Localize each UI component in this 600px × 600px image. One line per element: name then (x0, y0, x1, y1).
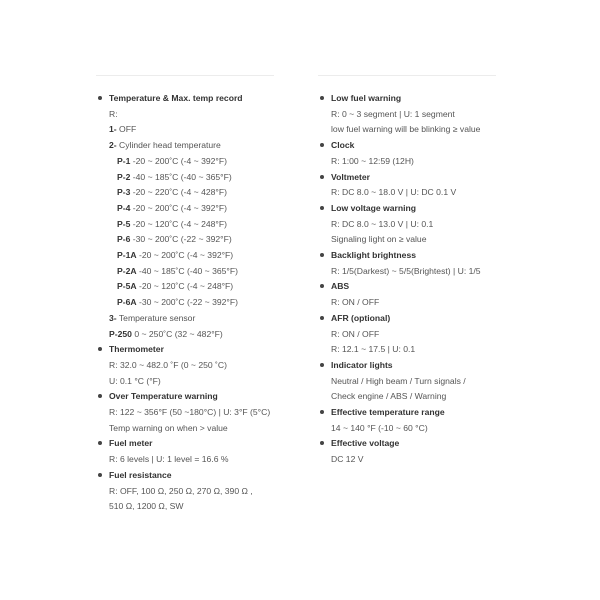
bullet-icon (320, 96, 324, 100)
bullet-icon (320, 175, 324, 179)
spec-detail: 14 ~ 140 °F (-10 ~ 60 °C) (331, 422, 428, 433)
option-temp-sensor (109, 311, 306, 327)
bullet-icon (320, 441, 324, 445)
sensor-range: -20 ~ 120˚C (-4 ~ 248°F) (136, 281, 234, 292)
spec-title: Low fuel warning (331, 93, 402, 103)
bullet-icon (320, 316, 324, 320)
spec-afr (318, 311, 518, 358)
spec-title: Temperature & Max. temp record (109, 93, 243, 103)
left-divider (96, 75, 274, 76)
spec-over-temperature (96, 389, 306, 436)
bullet-icon (320, 206, 324, 210)
sensor-code: P-250 (109, 328, 132, 339)
bullet-icon (98, 394, 102, 398)
sensor-code: P-2A (117, 265, 137, 276)
spec-detail: R: OFF, 100 Ω, 250 Ω, 270 Ω, 390 Ω , (109, 485, 253, 496)
sensor-code: P-1A (117, 250, 137, 261)
option-number: 3- (109, 312, 117, 323)
sensor-row-p250 (109, 327, 306, 343)
spec-effective-voltage (318, 436, 518, 467)
spec-title: Thermometer (109, 344, 164, 355)
sensor-code: P-1 (117, 155, 131, 166)
sensor-code: P-6A (117, 297, 137, 308)
sensor-row (109, 279, 306, 295)
sensor-row (109, 217, 306, 233)
spec-title: ABS (331, 281, 350, 292)
spec-detail: R: 122 ~ 356°F (50 ~180°C) | U: 3°F (5°C) (109, 407, 271, 418)
spec-title: Indicator lights (331, 359, 393, 370)
spec-detail: R: DC 8.0 ~ 18.0 V | U: DC 0.1 V (331, 187, 457, 198)
bullet-icon (98, 473, 102, 477)
spec-title: Effective voltage (331, 438, 400, 449)
sensor-range: -40 ~ 185˚C (-40 ~ 365°F) (136, 265, 238, 276)
sensor-row (109, 170, 306, 186)
option-number: 1- (109, 124, 117, 135)
option-text: Temperature sensor (116, 312, 196, 323)
option-text: OFF (116, 124, 137, 135)
sensor-code: P-2 (117, 171, 131, 182)
spec-clock (318, 138, 518, 169)
spec-detail: low fuel warning will be blinking ≥ value (331, 124, 481, 135)
spec-abs (318, 279, 518, 310)
spec-detail: R: 0 ~ 3 segment | U: 1 segment (331, 108, 455, 119)
spec-title: Low voltage warning (331, 202, 416, 213)
spec-low-fuel-warning (318, 91, 518, 138)
left-spec-column (96, 91, 306, 515)
spec-voltmeter (318, 170, 518, 201)
sensor-row (109, 201, 306, 217)
spec-detail: Check engine / ABS / Warning (331, 391, 447, 402)
option-number: 2- (109, 140, 117, 151)
spec-fuel-resistance (96, 468, 306, 515)
spec-detail: Neutral / High beam / Turn signals / (331, 375, 466, 386)
spec-title: Fuel meter (109, 438, 153, 449)
sensor-code: P-3 (117, 187, 131, 198)
spec-temperature-record (96, 91, 306, 342)
spec-detail: Signaling light on ≥ value (331, 234, 427, 245)
spec-title: Fuel resistance (109, 469, 172, 480)
spec-range-label: R: (109, 108, 118, 119)
bullet-icon (320, 253, 324, 257)
spec-effective-temperature (318, 405, 518, 436)
sensor-row (109, 264, 306, 280)
spec-detail: R: ON / OFF (331, 297, 380, 308)
spec-detail: R: DC 8.0 ~ 13.0 V | U: 0.1 (331, 218, 434, 229)
right-spec-column (318, 91, 518, 468)
spec-low-voltage-warning (318, 201, 518, 248)
spec-detail: 510 Ω, 1200 Ω, SW (109, 501, 184, 512)
spec-backlight-brightness (318, 248, 518, 279)
sensor-row (109, 185, 306, 201)
sensor-code: P-4 (117, 202, 131, 213)
sensor-code: P-5A (117, 281, 137, 292)
sensor-row (109, 295, 306, 311)
bullet-icon (320, 143, 324, 147)
bullet-icon (98, 96, 102, 100)
spec-detail: R: 6 levels | U: 1 level = 16.6 % (109, 454, 229, 465)
spec-detail: DC 12 V (331, 454, 364, 465)
spec-detail: Temp warning on when > value (109, 422, 228, 433)
spec-title: Clock (331, 140, 355, 151)
sensor-range: -30 ~ 200˚C (-22 ~ 392°F) (136, 297, 238, 308)
sensor-range: -20 ~ 200˚C (-4 ~ 392°F) (130, 202, 227, 213)
sensor-range: -20 ~ 200˚C (-4 ~ 392°F) (136, 250, 234, 261)
spec-thermometer (96, 342, 306, 389)
sensor-range: -30 ~ 200˚C (-22 ~ 392°F) (130, 234, 232, 245)
sensor-range: -40 ~ 185˚C (-40 ~ 365°F) (130, 171, 232, 182)
spec-title: Voltmeter (331, 171, 370, 182)
option-text: Cylinder head temperature (116, 140, 221, 151)
sensor-range: -20 ~ 120˚C (-4 ~ 248°F) (130, 218, 227, 229)
sensor-row (109, 154, 306, 170)
spec-title: Effective temperature range (331, 407, 445, 418)
bullet-icon (320, 410, 324, 414)
spec-detail: R: 1:00 ~ 12:59 (12H) (331, 155, 414, 166)
right-divider (318, 75, 496, 76)
sensor-range: 0 ~ 250˚C (32 ~ 482°F) (131, 328, 223, 339)
option-off (109, 122, 306, 138)
spec-fuel-meter (96, 436, 306, 467)
spec-indicator-lights (318, 358, 518, 405)
spec-title: Backlight brightness (331, 250, 416, 261)
spec-title: AFR (optional) (331, 312, 391, 323)
spec-title: Over Temperature warning (109, 391, 218, 402)
sensor-code: P-5 (117, 218, 131, 229)
sensor-code: P-6 (117, 234, 131, 245)
sensor-range: -20 ~ 200˚C (-4 ~ 392°F) (130, 155, 227, 166)
bullet-icon (98, 347, 102, 351)
spec-detail: R: 1/5(Darkest) ~ 5/5(Brightest) | U: 1/5 (331, 265, 481, 276)
sensor-row (109, 232, 306, 248)
bullet-icon (98, 441, 102, 445)
spec-detail: R: ON / OFF (331, 328, 380, 339)
bullet-icon (320, 284, 324, 288)
spec-detail: R: 12.1 ~ 17.5 | U: 0.1 (331, 344, 416, 355)
sensor-row (109, 248, 306, 264)
bullet-icon (320, 363, 324, 367)
spec-detail: R: 32.0 ~ 482.0 ˚F (0 ~ 250 ˚C) (109, 359, 227, 370)
spec-detail: U: 0.1 °C (°F) (109, 375, 161, 386)
option-cylinder-head (109, 138, 306, 154)
sensor-range: -20 ~ 220˚C (-4 ~ 428°F) (130, 187, 227, 198)
